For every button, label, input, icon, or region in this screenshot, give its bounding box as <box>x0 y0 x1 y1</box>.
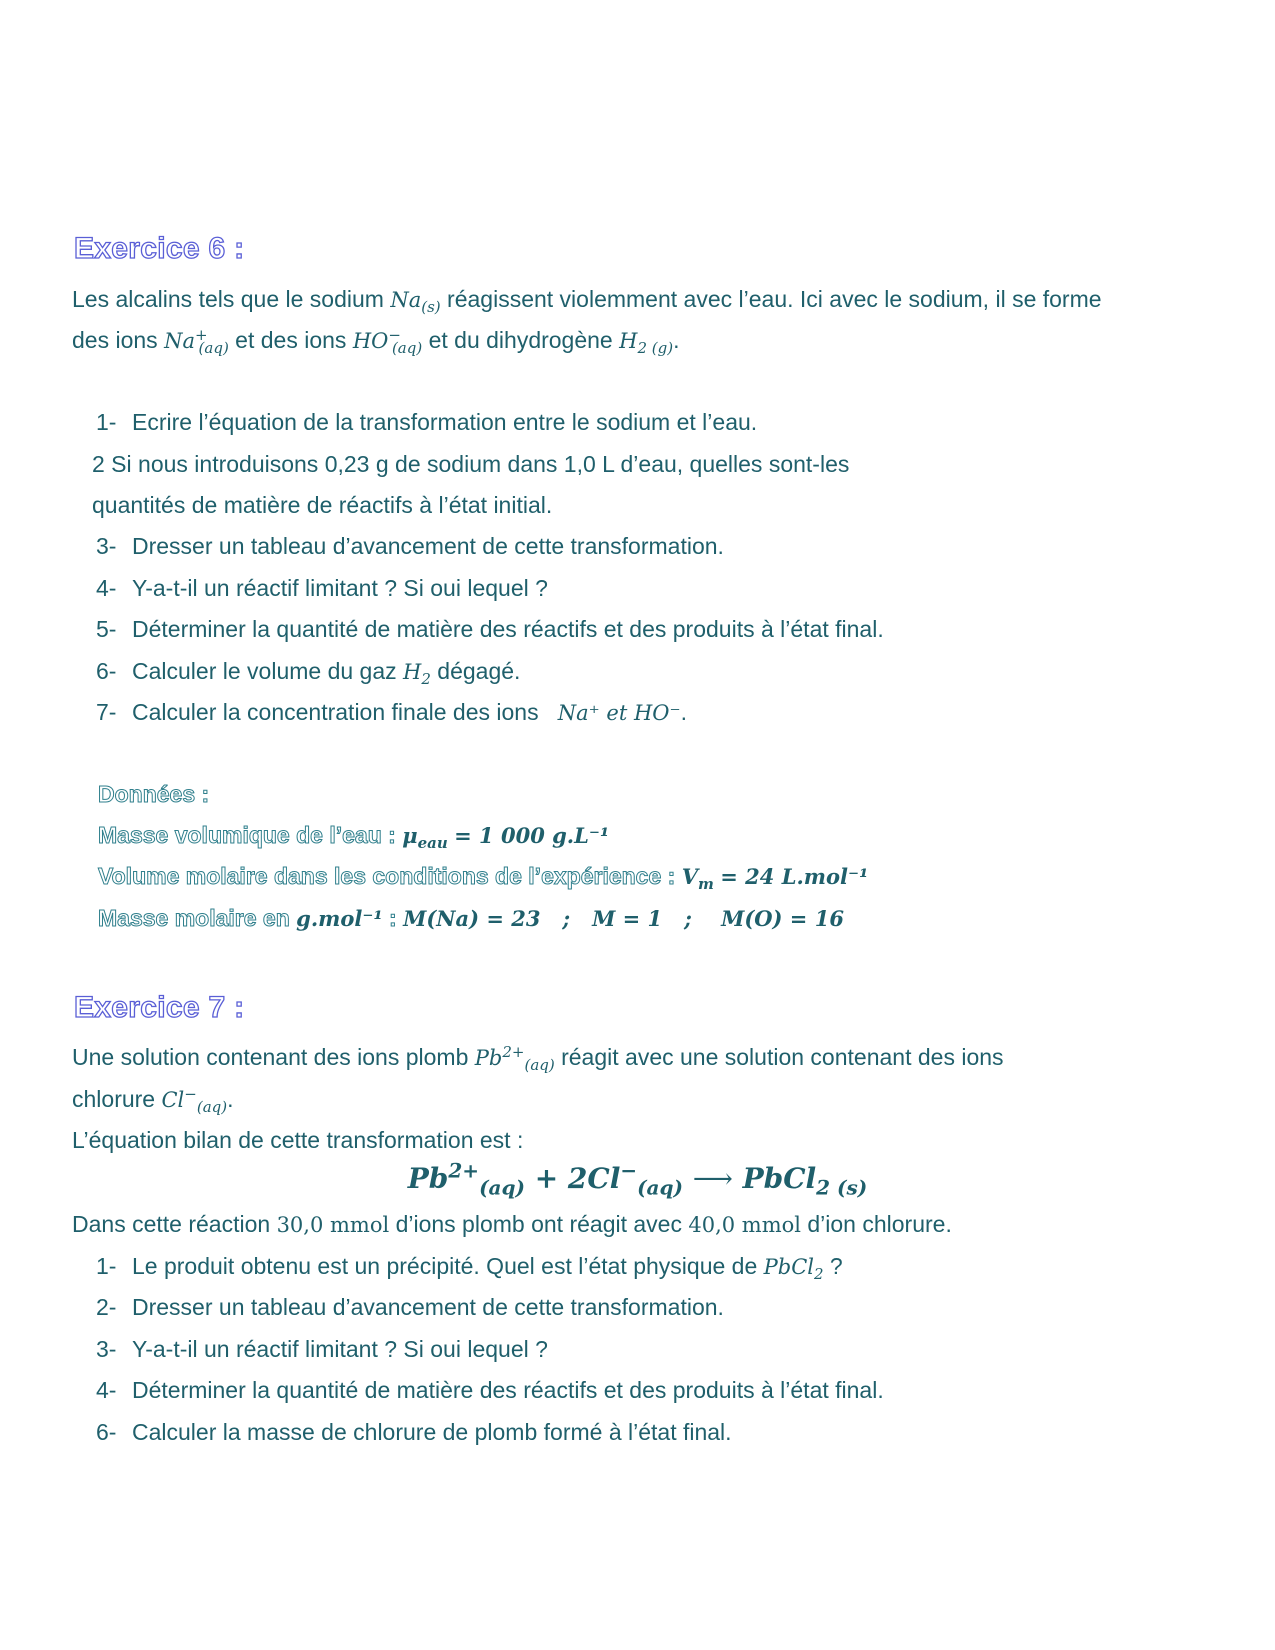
ex7-intro-line-2: chlorure $Cl^-_{(aq)}$. <box>72 1085 234 1117</box>
formula-h2-g: $H_{2 (g)}$ <box>619 329 674 358</box>
formula-pb-aq: $Pb^{2+}_{(aq)}$ <box>474 1043 555 1075</box>
ex7-reaction-text: Dans cette réaction 30,0 mmol d’ions plomb ont réagit avec 40,0 mmol d’ion chlorure. <box>72 1211 952 1237</box>
exercise-6-title: Exercice 6 : <box>74 232 245 265</box>
ex6-intro-line-2: des ions $Na^+_{(aq)}$ et des ions $HO^-_{(aq)}$ et du dihydrogène $H_{2 (g)}$. <box>72 326 680 358</box>
ex6-intro-line-1: Les alcalins tels que le sodium $Na_{(s)}$ réagissent violemment avec l’eau. Ici avec le sodium, il se forme <box>72 286 1102 317</box>
donnees-masse-molaire: Masse molaire en g.mol⁻¹ : M(Na) = 23 ; M = 1 ; M(O) = 16 <box>98 905 844 931</box>
ex6-question-4: 4- Y-a-t-il un réactif limitant ? Si oui lequel ? <box>96 575 548 601</box>
donnees-volume-molaire: Volume molaire dans les conditions de l’expérience : $V_m = 24$ L.mol⁻¹ <box>98 863 869 894</box>
ex6-question-1: 1- Ecrire l’équation de la transformation entre le sodium et l’eau. <box>96 409 758 435</box>
ex6-question-2a: 2 Si nous introduisons 0,23 g de sodium dans 1,0 L d’eau, quelles sont-les <box>92 451 850 477</box>
ex6-question-6: 6- Calculer le volume du gaz $H_2$ dégagé. <box>96 658 521 689</box>
donnees-masse-volumique: Masse volumique de l’eau : $\mu_{eau} = 1$ 000 g.L⁻¹ <box>98 822 610 853</box>
ex7-question-1: 1- Le produit obtenu est un précipité. Quel est l’état physique de PbCl$_2$ ? <box>96 1253 843 1284</box>
ex7-bilan-label: L’équation bilan de cette transformation est : <box>72 1127 524 1153</box>
ex7-question-4: 4- Déterminer la quantité de matière des réactifs et des produits à l’état final. <box>96 1377 884 1403</box>
formula-na-aq: $Na^+_{(aq)}$ <box>164 326 229 358</box>
formula-h2: $H_2$ <box>403 660 431 689</box>
formula-ho-aq: $HO^-_{(aq)}$ <box>352 326 423 358</box>
donnees-title: Données : <box>98 781 210 807</box>
ex7-question-2: 2- Dresser un tableau d’avancement de cette transformation. <box>96 1294 724 1320</box>
formula-na-ho: Na⁺ et HO⁻ <box>557 701 681 725</box>
ex6-question-5: 5- Déterminer la quantité de matière des réactifs et des produits à l’état final. <box>96 616 884 642</box>
ex7-intro-line-1: Une solution contenant des ions plomb $Pb^{2+}_{(aq)}$ réagit avec une solution contenant des ions <box>72 1043 1004 1075</box>
reaction-equation: $Pb^{2+}_{(aq)} + 2Cl^-_{(aq)}$ ⟶ PbCl$_{2 (s)}$ <box>407 1158 868 1200</box>
ex7-question-3: 3- Y-a-t-il un réactif limitant ? Si oui lequel ? <box>96 1336 548 1362</box>
formula-na-s: $Na_{(s)}$ <box>390 288 441 317</box>
ex6-question-7: 7- Calculer la concentration finale des ions Na⁺ et HO⁻. <box>96 699 687 725</box>
ex6-question-2b: quantités de matière de réactifs à l’état initial. <box>92 492 553 518</box>
ex7-question-6: 6- Calculer la masse de chlorure de plomb formé à l’état final. <box>96 1419 732 1445</box>
formula-cl-aq: $Cl^-_{(aq)}$ <box>161 1085 228 1117</box>
formula-pbcl2: PbCl$_2$ <box>763 1255 824 1284</box>
ex6-question-3: 3- Dresser un tableau d’avancement de cette transformation. <box>96 533 724 559</box>
exercise-7-title: Exercice 7 : <box>74 991 245 1024</box>
